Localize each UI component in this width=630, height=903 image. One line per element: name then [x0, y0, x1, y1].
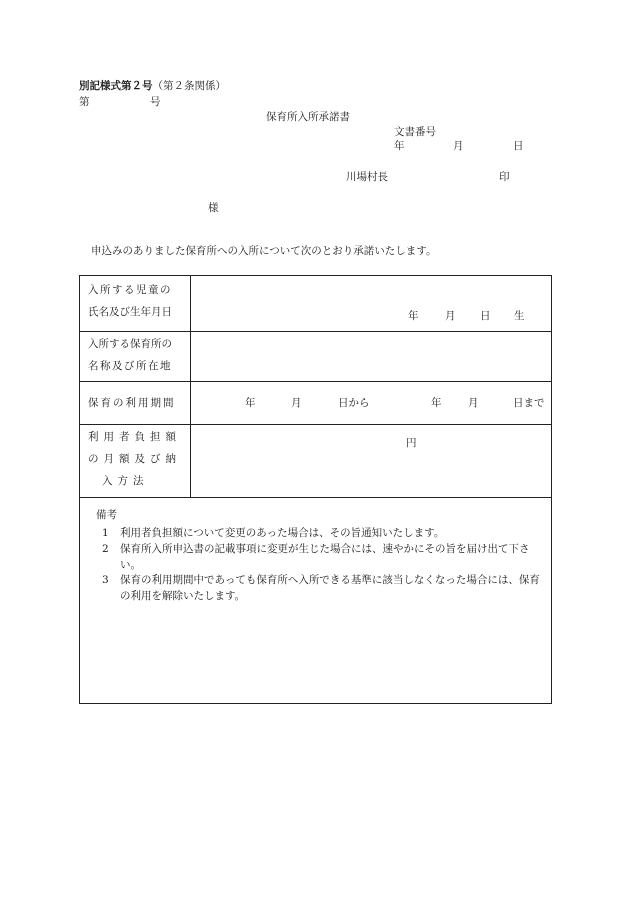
note-item	[102, 542, 542, 574]
note-number: 3	[102, 574, 109, 587]
date-month: 月	[453, 140, 464, 152]
birth-month: 月	[445, 310, 456, 322]
form-number	[79, 80, 226, 93]
to-year: 年	[431, 397, 442, 409]
approval-table	[79, 275, 552, 704]
note-item	[102, 526, 542, 542]
note-text: 保育の利用期間中であっても保育所へ入所できる基準に該当しなくなった場合には、保育の利用を解除いたします。	[120, 574, 540, 602]
fee-label-3: 入方法	[102, 475, 149, 487]
from-year: 年	[245, 397, 256, 409]
to-month: 月	[468, 397, 479, 409]
addressee-suffix: 様	[208, 202, 219, 214]
note-number: 1	[102, 527, 109, 539]
form-number-ref: （第２条関係）	[152, 80, 226, 92]
usage-period-label: 保育の利用期間	[88, 397, 176, 409]
birth-day: 日	[480, 310, 491, 322]
nursery-name-label-1: 入所する保育所の	[88, 338, 172, 350]
notes-heading: 備考	[96, 509, 117, 521]
birth-sei: 生	[514, 310, 525, 322]
from-day: 日から	[338, 397, 370, 409]
fee-label-2: の月額及び納	[88, 453, 181, 465]
doc-number-label: 文書番号	[394, 126, 436, 138]
gou-label: 号	[150, 96, 161, 108]
note-number: 2	[102, 542, 109, 555]
note-item	[102, 573, 542, 605]
child-name-label-2: 氏名及び生年月日	[88, 306, 172, 318]
note-text: 保育所入所申込書の記載事項に変更が生じた場合には、速やかにその旨を届け出て下さい。	[120, 542, 530, 571]
birth-year: 年	[408, 310, 419, 322]
fee-label-1: 利用者負担額	[88, 431, 181, 443]
issuer-name: 川場村長	[346, 171, 388, 183]
intro-text: 申込みのありました保育所への入所について次のとおり承諾いたします。	[91, 245, 437, 257]
issuer-seal: 印	[499, 171, 510, 183]
row-divider	[80, 331, 551, 332]
child-name-label-1: 入所する児童の	[88, 284, 172, 296]
form-number-main: 別記様式第２号	[79, 80, 153, 92]
date-day: 日	[513, 140, 524, 152]
from-month: 月	[291, 397, 302, 409]
dai-label: 第	[79, 96, 90, 108]
row-divider	[80, 381, 551, 382]
note-text: 利用者負担額について変更のあった場合は、その旨通知いたします。	[120, 527, 445, 539]
yen-label: 円	[406, 437, 417, 449]
notes-list	[102, 526, 542, 605]
page-title: 保育所入所承諾書	[266, 111, 350, 123]
nursery-name-label-2: 名称及び所在地	[88, 360, 172, 372]
date-year: 年	[394, 140, 405, 152]
column-divider	[190, 276, 191, 497]
row-divider	[80, 497, 551, 498]
row-divider	[80, 424, 551, 425]
to-day: 日まで	[513, 397, 545, 409]
